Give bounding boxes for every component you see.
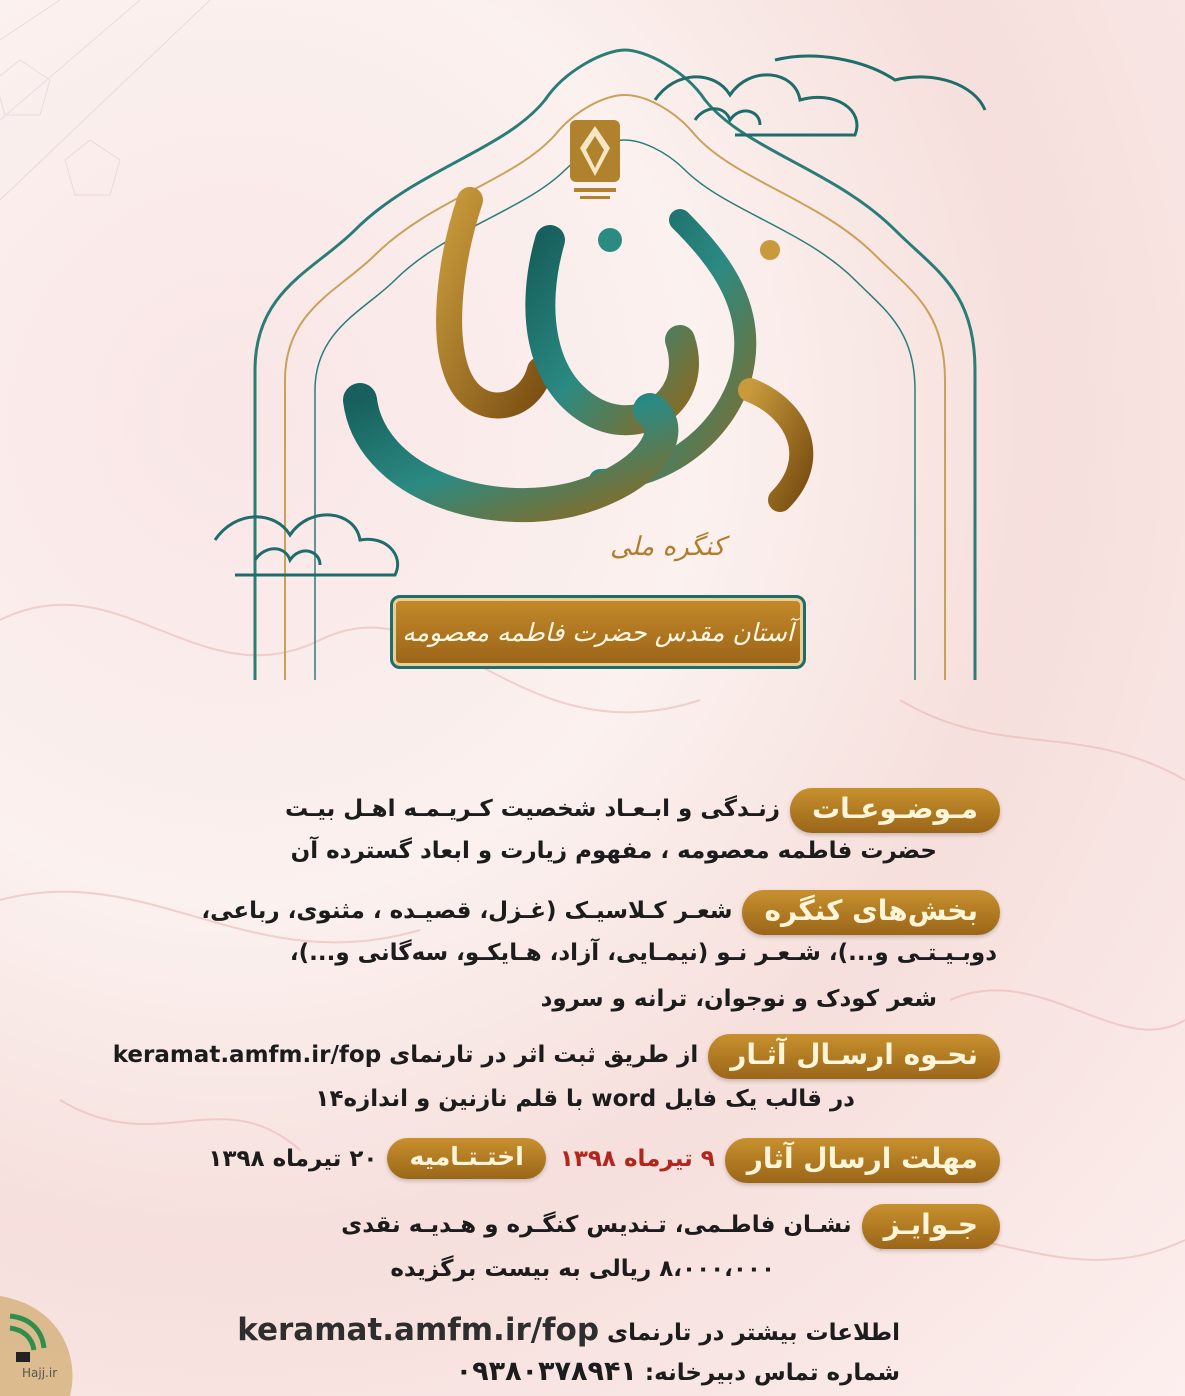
parts-label: بخش‌های کنگره bbox=[742, 890, 1000, 935]
deadline-label: مهلت ارسال آثار bbox=[725, 1138, 1000, 1183]
topics-label: مـوضـوعـات bbox=[790, 788, 1000, 833]
prizes-label: جـوایـز bbox=[862, 1204, 1000, 1249]
watermark-text: Hajj.ir bbox=[22, 1366, 58, 1380]
submission-url[interactable]: keramat.amfm.ir/fop bbox=[112, 1042, 382, 1068]
deadline-row bbox=[208, 1138, 1000, 1183]
footer-phone-number[interactable]: ۰۹۳۸۰۳۷۸۹۴۱ bbox=[455, 1356, 637, 1387]
deadline-date: ۹ تیرماه ۱۳۹۸ bbox=[559, 1146, 715, 1172]
prizes-line2: ۸،۰۰۰،۰۰۰ ریالی به بیست برگزیده bbox=[390, 1256, 775, 1282]
prizes-line1: نشـان فاطـمی، تـندیس کنگـره و هـدیـه نقدی bbox=[341, 1212, 852, 1238]
parts-line2: دوبـیـتـی و...)، شـعـر نـو (نیمـایی، آزاد، هـایکـو، سه‌گانی و...)، bbox=[289, 940, 997, 966]
topics-line1: زنـدگی و ابـعـاد شخصیت کـریـمـه اهـل بیـت bbox=[285, 796, 780, 822]
parts-line3: شعر کودک و نوجوان، ترانه و سرود bbox=[540, 986, 937, 1012]
submission-line2: در قالب یک فایل word با قلم نازنین و اندازه۱۴ bbox=[315, 1086, 855, 1112]
calligraphy-title-text bbox=[330, 250, 331, 251]
topics-row bbox=[285, 788, 1000, 833]
hajj-logo-icon bbox=[0, 1296, 120, 1396]
prizes-row bbox=[341, 1204, 1000, 1249]
submission-label: نحـوه ارسـال آثـار bbox=[708, 1034, 1000, 1079]
parts-row bbox=[201, 890, 1000, 935]
closing-date: ۲۰ تیرماه ۱۳۹۸ bbox=[208, 1146, 378, 1172]
shrine-banner-text: آستان مقدس حضرت فاطمه معصومه bbox=[402, 617, 794, 647]
shrine-banner bbox=[390, 595, 806, 669]
footer-phone: شماره تماس دبیرخانه: ۰۹۳۸۰۳۷۸۹۴۱ bbox=[455, 1356, 900, 1387]
calligraphy-title bbox=[300, 180, 860, 580]
submission-row bbox=[113, 1034, 1000, 1079]
footer-url[interactable]: keramat.amfm.ir/fop bbox=[237, 1312, 600, 1348]
topics-line2: حضرت فاطمه معصومه ، مفهوم زیارت و ابعاد گسترده آن bbox=[290, 838, 937, 864]
congress-subtitle: کنگره ملی bbox=[610, 532, 726, 562]
footer-more-info: اطلاعات بیشتر در تارنمای keramat.amfm.ir/fop bbox=[237, 1312, 900, 1348]
parts-line1: شعـر کـلاسیـک (غـزل، قصیـده ، مثنوی، رباعی، bbox=[201, 898, 733, 924]
closing-label: اختـتـامیه bbox=[387, 1138, 545, 1179]
submission-line1: از طریق ثبت اثر در تارنمای keramat.amfm.ir/fop bbox=[112, 1042, 699, 1068]
